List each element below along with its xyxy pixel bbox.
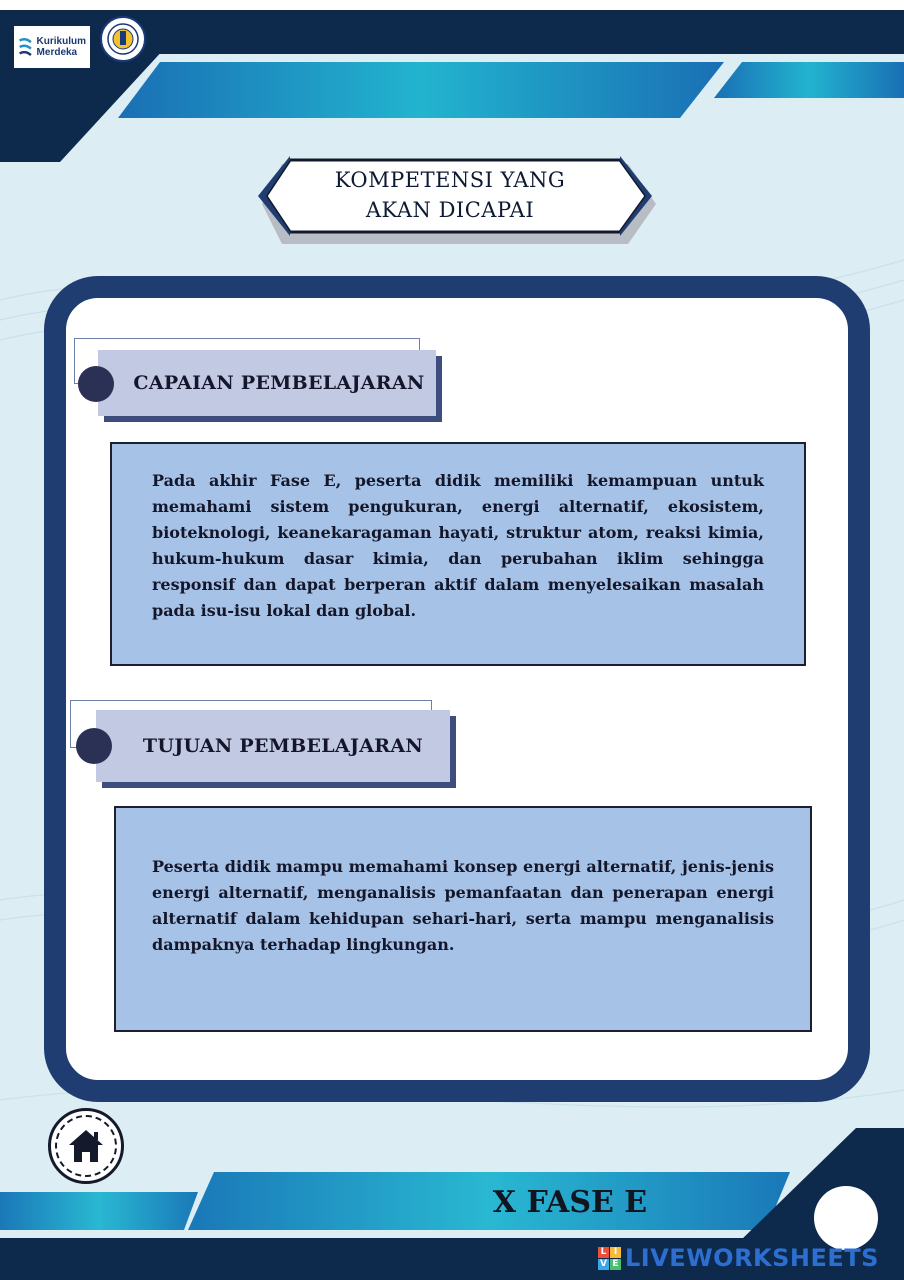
university-seal-icon (102, 18, 144, 60)
capaian-title-text: CAPAIAN PEMBELAJARAN (133, 372, 425, 394)
page-title (290, 158, 610, 232)
white-circle-decoration (814, 1186, 878, 1250)
liveworksheets-logo-icon (598, 1247, 621, 1270)
tujuan-title-text: TUJUAN PEMBELAJARAN (142, 735, 424, 757)
university-seal-logo (100, 16, 146, 62)
lw-letter-i: I (610, 1247, 621, 1258)
tujuan-body-text: Peserta didik mampu memahami konsep energi alternatif, jenis-jenis energi alternatif, menganalisis pemanfaatan dan penerapan energi alternatif dalam kehidupan sehari-hari, serta mampu menganalisis dampaknya terhadap lingkungan. (152, 857, 774, 954)
logo-merdeka-text: Merdeka (36, 47, 78, 58)
page-title-line2: AKAN DICAPAI (365, 198, 535, 222)
home-icon (67, 1128, 105, 1164)
phase-label: X FASE E (492, 1184, 648, 1220)
tujuan-text-box (114, 806, 812, 1032)
lw-letter-e: E (610, 1259, 621, 1270)
tujuan-bullet (76, 728, 112, 764)
logo-kurikulum-text: Kurikulum (36, 36, 86, 47)
capaian-body-text: Pada akhir Fase E, peserta didik memiliki kemampuan untuk memahami sistem pengukuran, energi alternatif, ekosistem, bioteknologi, keanekaragaman hayati, struktur atom, reaksi kimia, hukum-hukum dasar kimia, dan perubahan iklim sehingga responsif dan dapat berperan aktif dalam menyelesaikan masalah pada isu-isu lokal dan global. (152, 471, 764, 620)
home-button-inner-ring (55, 1115, 117, 1177)
capaian-text-box (110, 442, 806, 666)
capaian-section-title (98, 350, 436, 416)
kurikulum-merdeka-logo (14, 26, 90, 68)
liveworksheets-text: LIVEWORKSHEETS (625, 1244, 879, 1272)
page-title-line1: KOMPETENSI YANG (334, 168, 566, 192)
capaian-bullet (78, 366, 114, 402)
liveworksheets-watermark (598, 1244, 879, 1272)
lw-letter-l: L (598, 1247, 609, 1258)
kurikulum-merdeka-icon (18, 35, 33, 59)
tujuan-section-title (96, 710, 450, 782)
home-button[interactable] (48, 1108, 124, 1184)
lw-letter-v: V (598, 1259, 609, 1270)
